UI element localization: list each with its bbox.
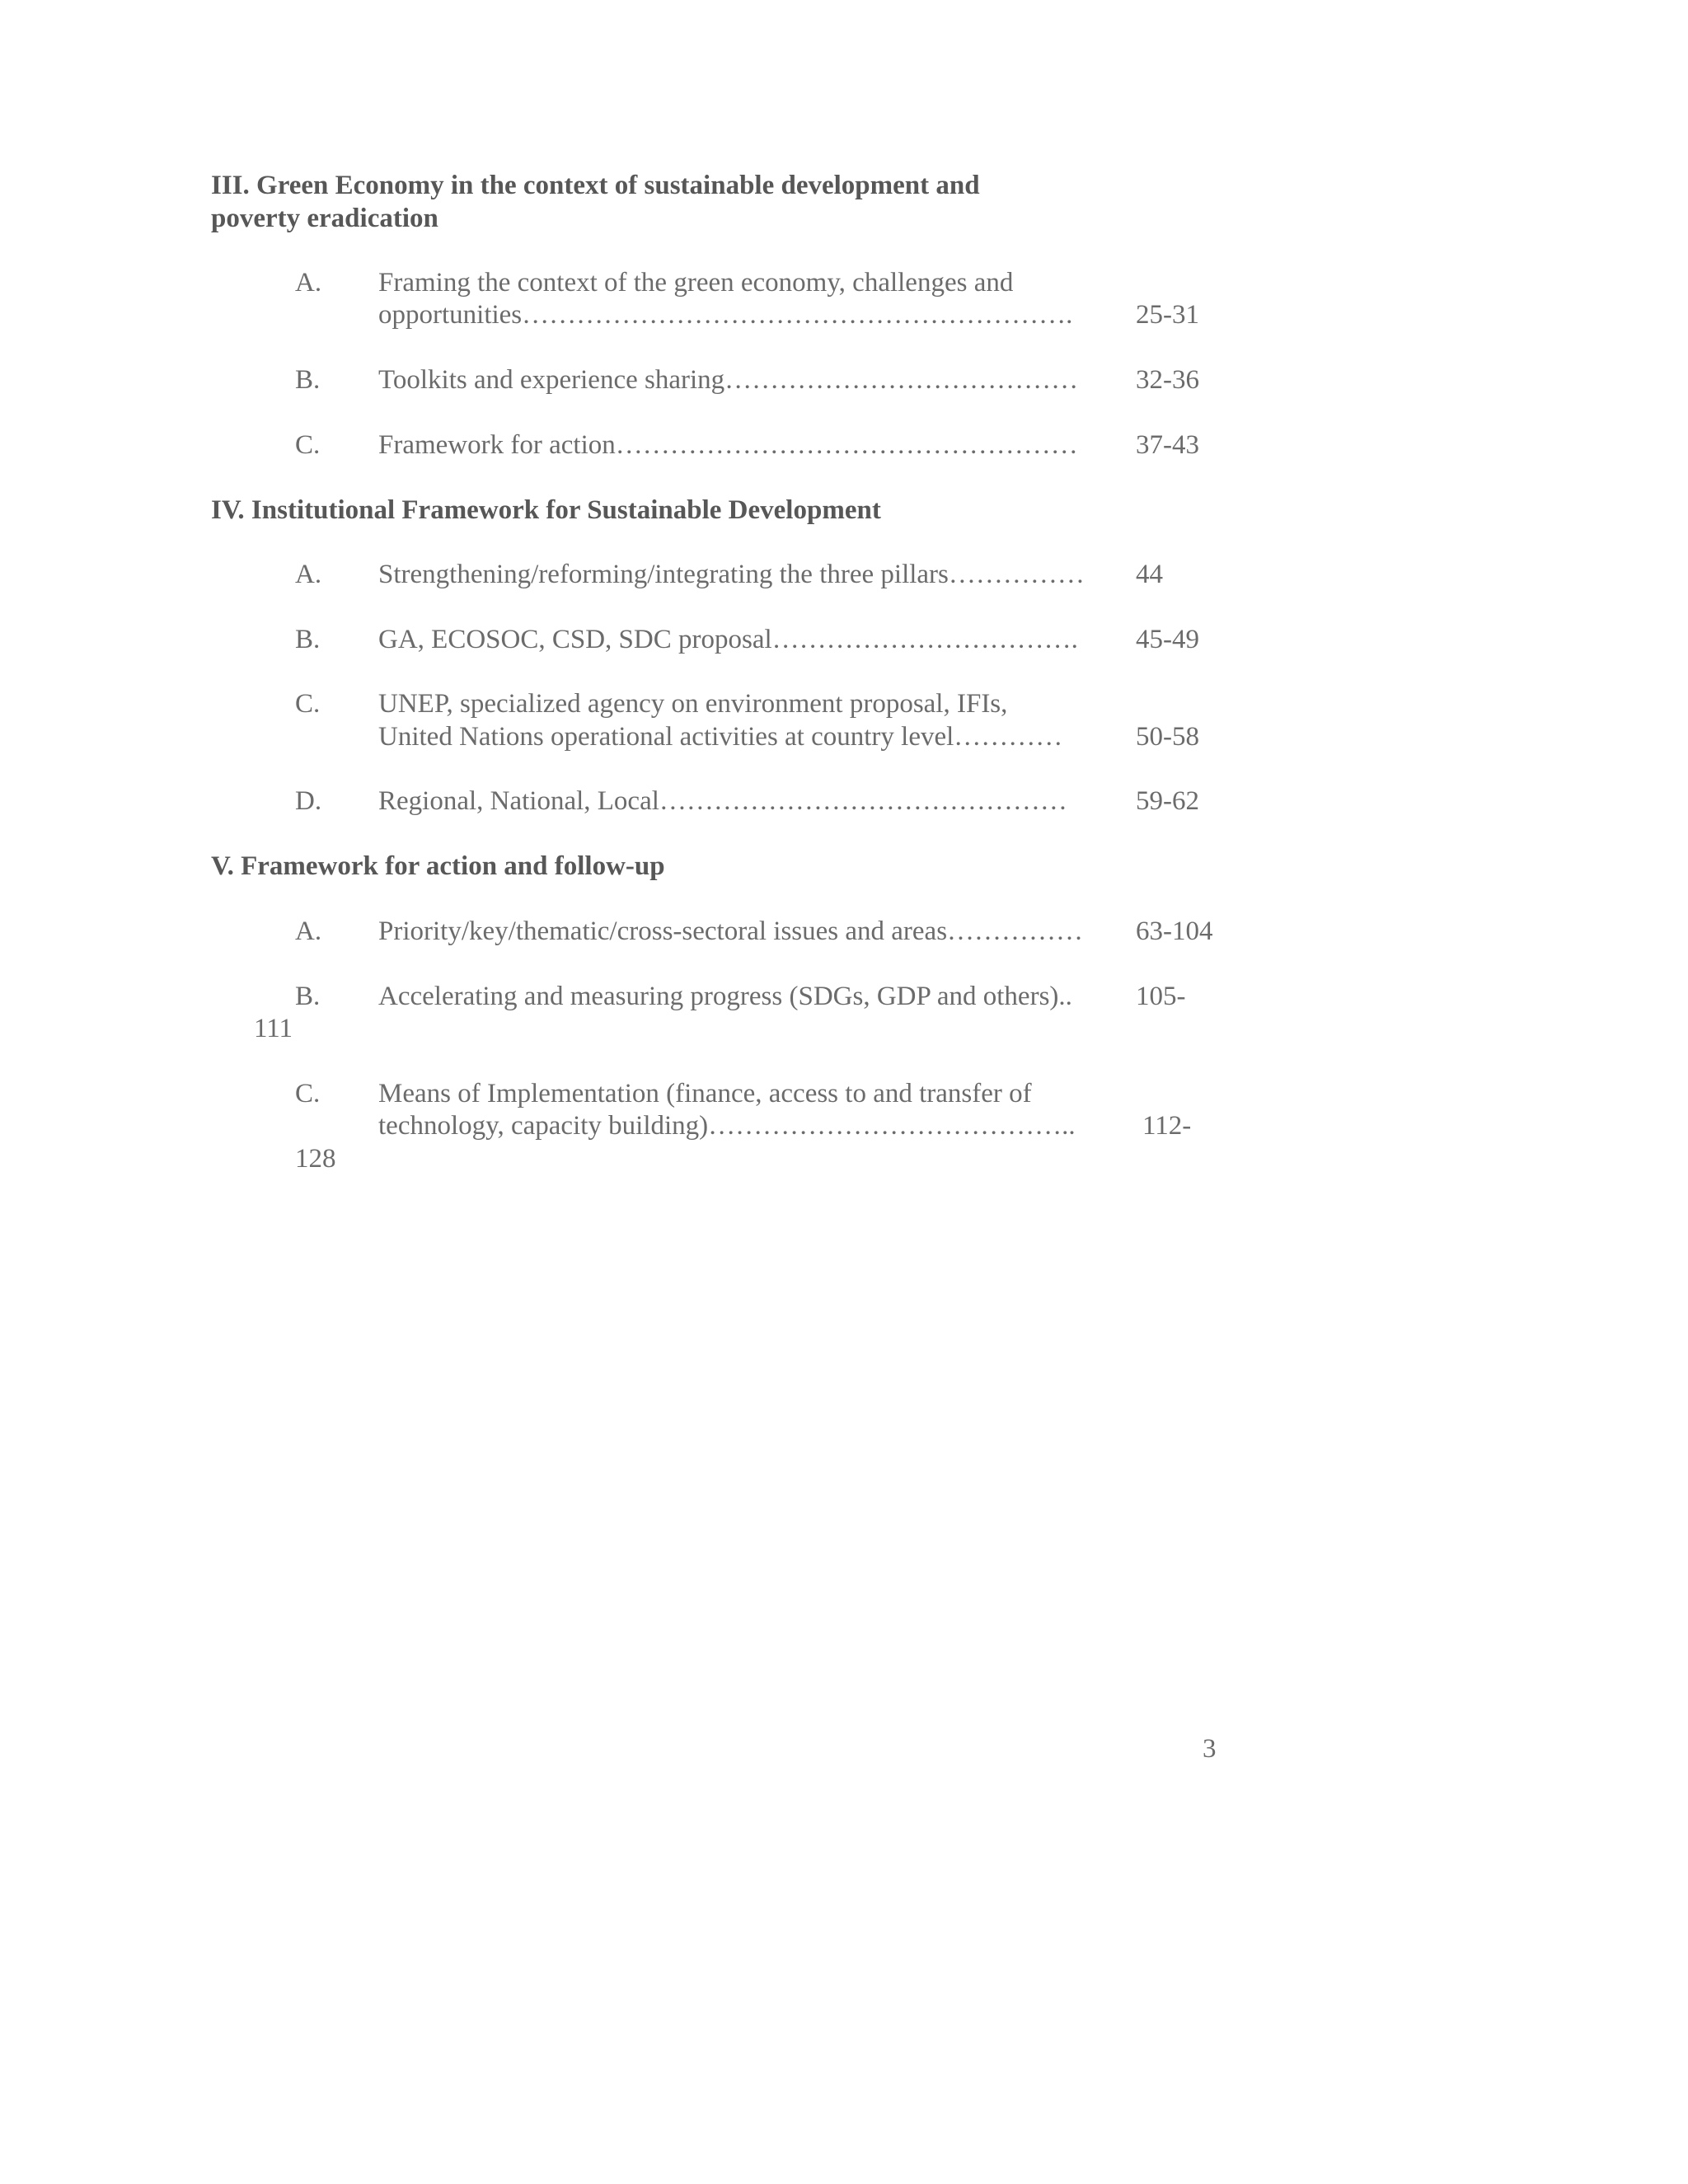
toc-item-pages: 44 (1136, 560, 1163, 589)
toc-item-pages-cont: 128 (295, 1144, 336, 1174)
toc-item-letter: C. (295, 689, 321, 719)
toc-item-pages-cont: 111 (254, 1014, 293, 1043)
toc-item-letter: A. (295, 268, 322, 298)
toc-item-title: Toolkits and experience sharing………………………………… (378, 365, 1079, 395)
toc-item-pages: 32-36 (1136, 365, 1199, 395)
section-heading-iii: III. Green Economy in the context of sustainable development and (211, 171, 980, 200)
section-heading-iii-cont: poverty eradication (211, 204, 438, 233)
toc-item-pages: 25-31 (1136, 300, 1199, 330)
section-heading-iv: IV. Institutional Framework for Sustainable Development (211, 495, 881, 525)
toc-item-title: Priority/key/thematic/cross-sectoral issues and areas…………… (378, 916, 1084, 946)
toc-item-pages: 63-104 (1136, 916, 1213, 946)
toc-item-letter: A. (295, 916, 322, 946)
toc-item-title-cont: opportunities……………………………………………………. (378, 300, 1073, 330)
toc-item-title: Framework for action…………………………………………… (378, 430, 1078, 460)
toc-item-letter: C. (295, 430, 321, 460)
toc-item-letter: B. (295, 625, 321, 654)
toc-item-title: Means of Implementation (finance, access to and transfer of (378, 1079, 1032, 1108)
toc-item-pages: 37-43 (1136, 430, 1199, 460)
toc-item-title-cont: United Nations operational activities at country level………… (378, 722, 1063, 752)
section-heading-v: V. Framework for action and follow-up (211, 851, 665, 881)
toc-item-letter: D. (295, 786, 322, 816)
toc-item-pages: 45-49 (1136, 625, 1199, 654)
toc-item-title: Framing the context of the green economy, challenges and (378, 268, 1014, 298)
toc-item-title: Regional, National, Local……………………………………… (378, 786, 1067, 816)
toc-item-letter: B. (295, 982, 321, 1011)
page-number: 3 (1203, 1734, 1217, 1764)
toc-item-letter: B. (295, 365, 321, 395)
toc-item-title: UNEP, specialized agency on environment proposal, IFIs, (378, 689, 1008, 719)
toc-item-pages: 50-58 (1136, 722, 1199, 752)
toc-item-title: GA, ECOSOC, CSD, SDC proposal……………………………. (378, 625, 1078, 654)
toc-item-letter: C. (295, 1079, 321, 1108)
toc-item-pages: 59-62 (1136, 786, 1199, 816)
toc-item-pages: 112- (1142, 1111, 1192, 1141)
toc-item-title: Accelerating and measuring progress (SDGs, GDP and others).. (378, 982, 1072, 1011)
toc-item-title-cont: technology, capacity building)………………………………….. (378, 1111, 1076, 1141)
toc-item-pages: 105- (1136, 982, 1186, 1011)
toc-item-letter: A. (295, 560, 322, 589)
toc-item-title: Strengthening/reforming/integrating the three pillars…………… (378, 560, 1085, 589)
